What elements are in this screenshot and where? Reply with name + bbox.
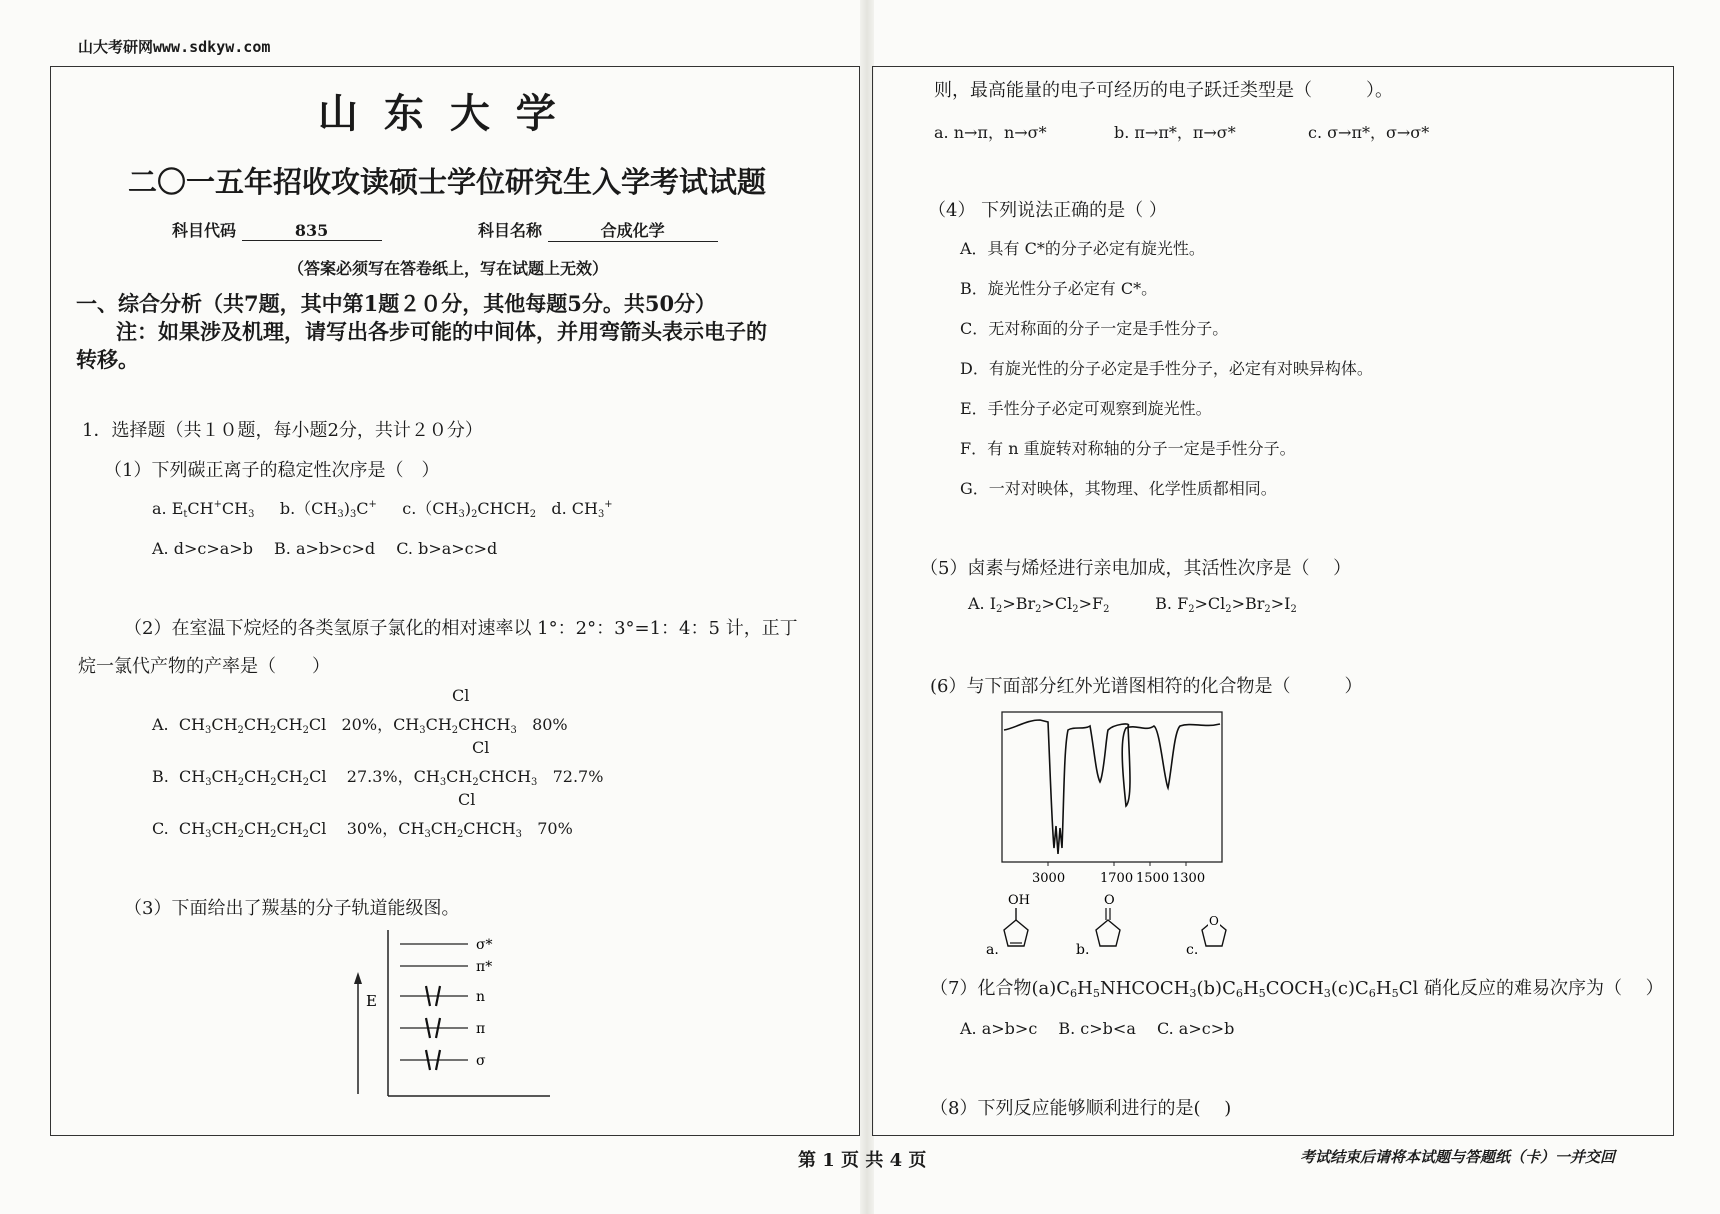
q1-4-option-b: B．旋光性分子必定有 C*。: [960, 279, 1158, 298]
q1-5: （5）卤素与烯烃进行亲电加成，其活性次序是（ ）: [920, 558, 1352, 579]
ir-spectrum: [996, 708, 1230, 884]
q1-5-option-a: A. $I_2>Br_2>Cl_2>F_2$: [968, 594, 1110, 615]
code-label: 科目代码: [172, 221, 237, 240]
ir-tick-3000: 3000: [1032, 871, 1066, 884]
footer-note: 考试结束后请将本试题与答题纸（卡）一并交回: [1300, 1148, 1616, 1166]
structure-b-o: O: [1104, 893, 1115, 908]
q1-6: (6）与下面部分红外光谱图相符的化合物是（ ）: [930, 676, 1363, 697]
q1-2-line1: （2）在室温下烷烃的各类氢原子氯化的相对速率以 1°：2°：3°=1：4：5 计，正丁: [124, 618, 798, 639]
q1-4-option-d: D．有旋光性的分子必定是手性分子，必定有对映异构体。: [960, 359, 1373, 378]
mo-label-pi: π: [476, 1021, 486, 1037]
structure-label-b: b.: [1076, 942, 1090, 956]
q1-2-option-b: B. $CH_3CH_2CH_2CH_2Cl$ 27.3%，$CH_3CH_2CHCH_3$ 72.7%: [152, 767, 604, 788]
mo-label-pi-star: π*: [476, 959, 493, 975]
exam-title: 二〇一五年招收攻读硕士学位研究生入学考试试题: [128, 165, 767, 199]
cl-label-b: Cl: [472, 738, 490, 757]
q1-4-option-f: F．有 n 重旋转对称轴的分子一定是手性分子。: [960, 439, 1296, 458]
q1-4-option-e: E．手性分子必定可观察到旋光性。: [960, 399, 1212, 418]
energy-axis-label: E: [366, 992, 377, 1010]
cl-label-a: Cl: [452, 686, 470, 705]
ir-tick-1500: 1500: [1136, 871, 1170, 884]
q1-3-option-c: c. σ→π*，σ→σ*: [1308, 123, 1430, 142]
q1-2-line2: 烷一氯代产物的产率是（ ）: [78, 656, 330, 677]
q1-1-options: [152, 496, 613, 520]
structure-b-ring: [1096, 920, 1120, 946]
q1-3-option-a: a. n→π，n→σ*: [934, 123, 1047, 142]
q1-1-c: $c.(CH_3)_2CHCH_2$: [402, 499, 537, 520]
site-header: 山大考研网www.sdkyw.com: [78, 38, 271, 56]
q1-7: （7）化合物$(a)C_6H_5NHCOCH_3(b)C_6H_5COCH_3(c)C_6H_5Cl$ 硝化反应的难易次序为（ ）: [930, 978, 1664, 1000]
mo-label-sigma-star: σ*: [476, 937, 493, 953]
q1-5-option-b: B. $F_2>Cl_2>Br_2>I_2$: [1155, 594, 1297, 615]
ir-frame: [1002, 712, 1222, 862]
q1-2-option-a: A. $CH_3CH_2CH_2CH_2Cl$ 20%，$CH_3CH_2CHCH_3$ 80%: [152, 715, 568, 736]
structure-c-o: O: [1209, 914, 1219, 928]
subject-name-row: [478, 218, 718, 242]
q1-4-option-g: G．一对对映体，其物理、化学性质都相同。: [960, 479, 1277, 498]
section1-note-line1: 注：如果涉及机理，请写出各步可能的中间体，并用弯箭头表示电子的: [116, 319, 767, 344]
q1-1: （1）下列碳正离子的稳定性次序是（ ）: [104, 460, 440, 481]
mo-label-n: n: [476, 989, 486, 1005]
cl-label-c: Cl: [458, 790, 476, 809]
structure-label-a: a.: [986, 942, 999, 956]
q1-4: （4） 下列说法正确的是（ ）: [928, 200, 1167, 221]
q1-4-option-a: A．具有 C*的分子必定有旋光性。: [960, 239, 1205, 258]
q1-7-answers: A. a>b>c B. c>b<a C. a>c>b: [960, 1019, 1235, 1038]
code-value: 835: [242, 221, 382, 241]
q1-3-continued: 则，最高能量的电子可经历的电子跃迁类型是（ ）。: [934, 80, 1393, 101]
structure-label-c: c.: [1186, 942, 1199, 956]
page-number: 第 1 页 共 4 页: [798, 1150, 927, 1171]
ir-trace: [1004, 720, 1220, 854]
q1-1-b: $b.(CH_3)_3C^+$: [279, 499, 377, 520]
q1-3-option-b: b. π→π*，π→σ*: [1114, 123, 1236, 142]
energy-arrow-icon: [354, 972, 362, 984]
q1-5-options: [968, 594, 1297, 615]
subject-code-row: [172, 218, 382, 241]
q1-2-option-c: C. $CH_3CH_2CH_2CH_2Cl$ 30%，$CH_3CH_2CHCH_3$ 70%: [152, 819, 573, 840]
mo-label-sigma: σ: [476, 1053, 486, 1069]
ir-tick-1700: 1700: [1100, 871, 1134, 884]
q1-title: 1．选择题（共１０题，每小题2分，共计２０分）: [82, 420, 483, 441]
university-name: 山 东 大 学: [318, 90, 562, 137]
structure-a-ring: [1004, 920, 1028, 946]
section1-title: 一、综合分析（共7题，其中第1题２０分，其他每题5分。共50分）: [76, 291, 717, 316]
q1-1-d: d. $CH_3^+$: [551, 499, 613, 520]
ir-candidate-structures: [976, 890, 1236, 956]
subject-label: 科目名称: [478, 221, 543, 240]
section1-note-line2: 转移。: [76, 347, 139, 372]
q1-4-option-c: C．无对称面的分子一定是手性分子。: [960, 319, 1229, 338]
q1-8: （8）下列反应能够顺利进行的是( ): [930, 1098, 1232, 1119]
q1-1-a: a. $E_tCH^+CH_3$: [152, 499, 255, 520]
subject-value: 合成化学: [548, 218, 718, 242]
ir-tick-1300: 1300: [1172, 871, 1206, 884]
mo-diagram: [350, 924, 570, 1104]
answer-notice: （答案必须写在答卷纸上，写在试题上无效）: [288, 259, 609, 278]
q1-1-answers: A. d>c>a>b B. a>b>c>d C. b>a>c>d: [152, 539, 498, 558]
q1-3: （3）下面给出了羰基的分子轨道能级图。: [124, 898, 460, 919]
structure-a-oh: OH: [1008, 893, 1030, 908]
